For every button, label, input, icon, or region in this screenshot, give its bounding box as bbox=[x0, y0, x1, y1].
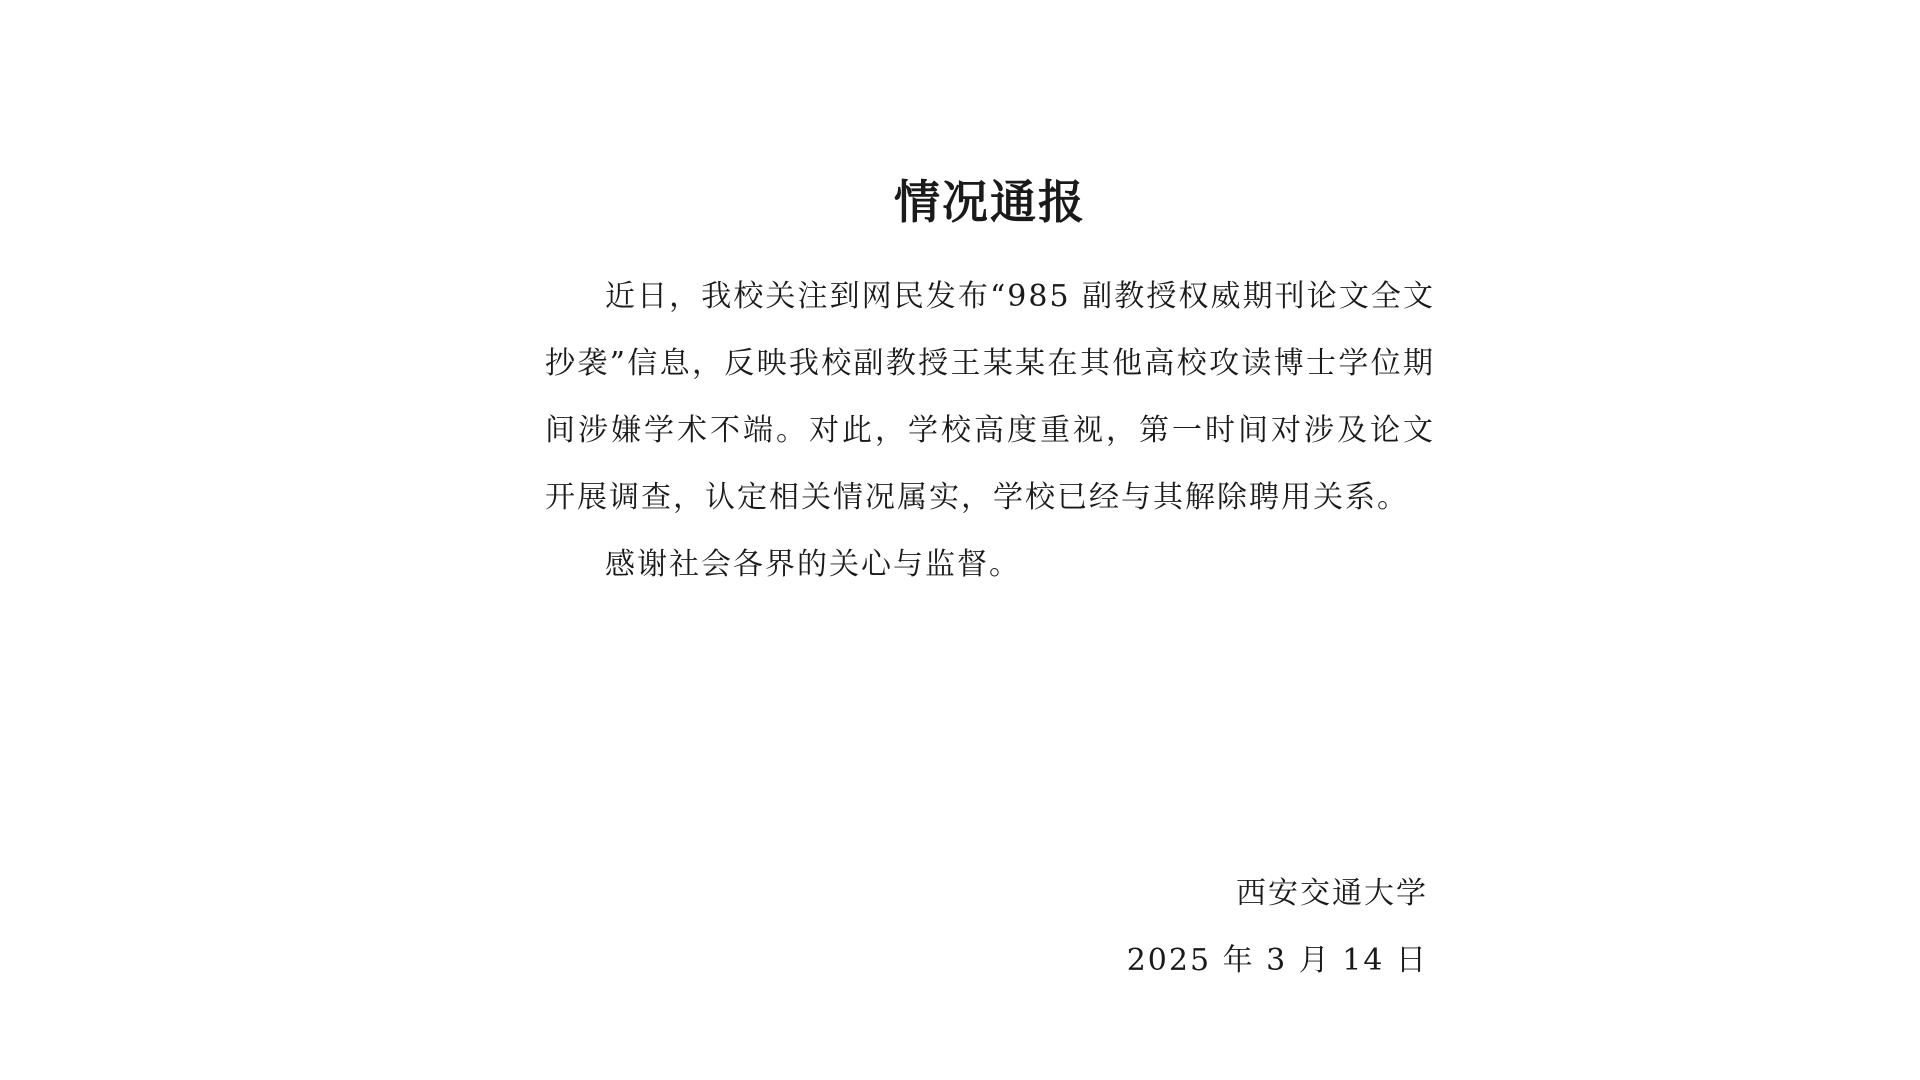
issue-date: 2025 年 3 月 14 日 bbox=[1126, 943, 1428, 978]
signature-block bbox=[1127, 860, 1428, 994]
notice-paragraph-1: 近日，我校关注到网民发布“985 副教授权威期刊论文全文抄袭”信息，反映我校副教授王某某在其他高校攻读博士学位期间涉嫌学术不端。对此，学校高度重视，第一时间对涉及论文开展调查，认定相关情况属实，学校已经与其解除聘用关系。 bbox=[545, 279, 1435, 515]
notice-title: 情况通报 bbox=[894, 175, 1086, 229]
issuer-name: 西安交通大学 bbox=[1236, 876, 1428, 911]
notice-body bbox=[545, 263, 1435, 598]
notice-paragraph-2: 感谢社会各界的关心与监督。 bbox=[605, 547, 1021, 582]
